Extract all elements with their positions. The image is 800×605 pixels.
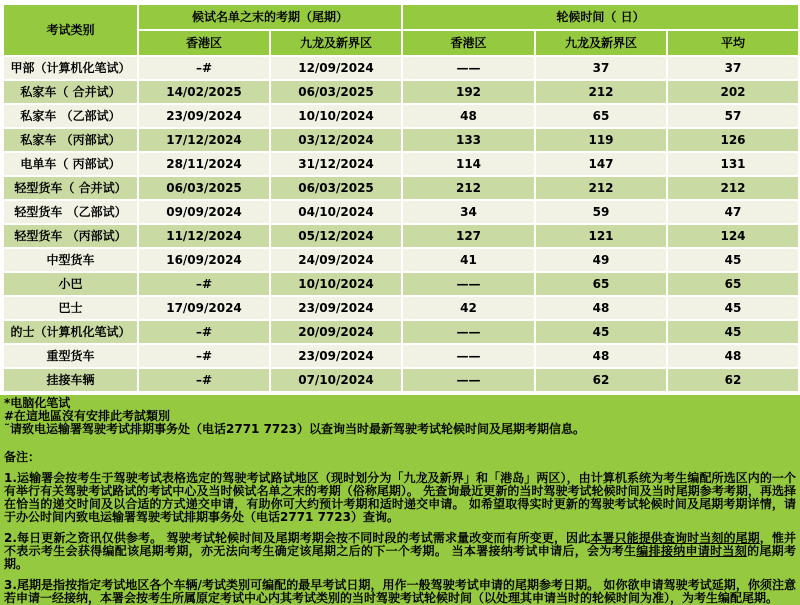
hk-tail-date-cell: 06/03/2025	[138, 176, 270, 200]
category-cell: 巴士	[3, 296, 138, 320]
kln-nt-tail-date-cell: 06/03/2025	[270, 176, 402, 200]
footnote-not-arranged: #在這地區沒有安排此考試類別	[4, 409, 171, 423]
hk-tail-date-cell: 28/11/2024	[138, 152, 270, 176]
table-row	[3, 176, 799, 200]
avg-waiting-days-cell: 202	[667, 80, 799, 104]
kln-nt-tail-date-cell: 12/09/2024	[270, 56, 402, 80]
hk-waiting-days-cell: 127	[402, 224, 535, 248]
kln-nt-waiting-days-cell: 65	[535, 272, 667, 296]
hk-tail-date-cell: 14/02/2025	[138, 80, 270, 104]
category-cell: 重型货车	[3, 344, 138, 368]
kln-nt-waiting-days-cell: 48	[535, 296, 667, 320]
table-row	[3, 368, 799, 392]
avg-waiting-days-cell: 126	[667, 128, 799, 152]
avg-waiting-days-cell: 65	[667, 272, 799, 296]
avg-waiting-days-cell: 212	[667, 176, 799, 200]
kln-nt-waiting-days-cell: 147	[535, 152, 667, 176]
kln-nt-tail-date-cell: 24/09/2024	[270, 248, 402, 272]
hk-waiting-days-cell: 192	[402, 80, 535, 104]
category-cell: 的士（计算机化笔试）	[3, 320, 138, 344]
subheader-hk-date: 香港区	[138, 30, 270, 56]
kln-nt-tail-date-cell: 20/09/2024	[270, 320, 402, 344]
table-row	[3, 272, 799, 296]
hk-tail-date-cell: 09/09/2024	[138, 200, 270, 224]
remark-text: 2.每日更新之资讯仅供参考。 驾驶考试轮候时间及尾期考期会按不同时段的考试需求量改变而有所变更，因此	[4, 531, 591, 545]
remark-text: 的尾期考期。	[4, 544, 796, 571]
hk-tail-date-cell: 17/12/2024	[138, 128, 270, 152]
table-row	[3, 56, 799, 80]
hk-waiting-days-cell: 42	[402, 296, 535, 320]
category-cell: 甲部（计算机化笔试）	[3, 56, 138, 80]
avg-waiting-days-cell: 62	[667, 368, 799, 392]
avg-waiting-days-cell: 45	[667, 320, 799, 344]
kln-nt-waiting-days-cell: 212	[535, 176, 667, 200]
remarks-title: 备注：	[4, 450, 41, 464]
subheader-average: 平均	[667, 30, 799, 56]
category-column-header: 考试类别	[3, 4, 138, 56]
kln-nt-waiting-days-cell: 212	[535, 80, 667, 104]
avg-waiting-days-cell: 37	[667, 56, 799, 80]
remark-2	[4, 532, 796, 571]
table-row	[3, 296, 799, 320]
category-cell: 私家车 （丙部试）	[3, 128, 138, 152]
hk-tail-date-cell: 16/09/2024	[138, 248, 270, 272]
notes-area	[0, 395, 800, 605]
category-cell: 电单车（ 丙部试）	[3, 152, 138, 176]
table-body	[3, 56, 799, 392]
hk-waiting-days-cell: 34	[402, 200, 535, 224]
category-cell: 挂接车辆	[3, 368, 138, 392]
category-cell: 中型货车	[3, 248, 138, 272]
table-row	[3, 104, 799, 128]
table-row	[3, 320, 799, 344]
kln-nt-tail-date-cell: 07/10/2024	[270, 368, 402, 392]
kln-nt-waiting-days-cell: 37	[535, 56, 667, 80]
remark-1: 1.运输署会按考生于驾驶考试表格选定的驾驶考试路试地区（现时划分为「九龙及新界」和「港岛」两区），由计算机系统为考生编配所选区内的一个有举行有关驾驶考试路试的考试中心及当时候试名单之末的考期（俗称尾期）。 先查询最近更新的当时驾驶考试轮候时间及当时尾期参考考期，再选择在恰当的递交时间及以合适的方式递交申请，有助你可大约预计考期和适时递交申请。 如希望取得实时更新的驾驶考试轮候时间及尾期考期详情，请于办公时间内致电运输署驾驶考试排期事务处（电话2771 7723）查询。	[4, 471, 796, 524]
hk-tail-date-cell: –#	[138, 368, 270, 392]
category-cell: 轻型货车 （丙部试）	[3, 224, 138, 248]
kln-nt-tail-date-cell: 23/09/2024	[270, 344, 402, 368]
category-cell: 轻型货车（ 合并试）	[3, 176, 138, 200]
kln-nt-waiting-days-cell: 121	[535, 224, 667, 248]
table-row	[3, 152, 799, 176]
remark-text: ，惟并不表示考生会获得编配该尾期考期，亦无法向考生确定该尾期之后的下一个考期。 当本署接纳考试申请后，会为考生	[4, 531, 796, 558]
remark-3: 3.尾期是指按指定考试地区各个车辆/考试类别可编配的最早考试日期，用作一般驾驶考试申请的尾期参考日期。 如你欲申请驾驶考试延期，你须注意若申请一经接纳，本署会按考生所属原定考试中心内其考试类别的当时驾驶考试轮候时间（以处理其申请当时的轮候时间为准），为考生编配尾期。	[4, 578, 796, 605]
avg-waiting-days-cell: 48	[667, 344, 799, 368]
hk-waiting-days-cell: ——	[402, 56, 535, 80]
category-cell: 小巴	[3, 272, 138, 296]
hk-tail-date-cell: –#	[138, 320, 270, 344]
hk-waiting-days-cell: 48	[402, 104, 535, 128]
category-cell: 私家车 （乙部试）	[3, 104, 138, 128]
hk-tail-date-cell: –#	[138, 272, 270, 296]
kln-nt-waiting-days-cell: 65	[535, 104, 667, 128]
hk-tail-date-cell: 11/12/2024	[138, 224, 270, 248]
kln-nt-tail-date-cell: 10/10/2024	[270, 104, 402, 128]
kln-nt-waiting-days-cell: 45	[535, 320, 667, 344]
category-cell: 私家车（ 合并试）	[3, 80, 138, 104]
subheader-hk-days: 香港区	[402, 30, 535, 56]
avg-waiting-days-cell: 45	[667, 248, 799, 272]
kln-nt-waiting-days-cell: 59	[535, 200, 667, 224]
kln-nt-waiting-days-cell: 62	[535, 368, 667, 392]
kln-nt-tail-date-cell: 23/09/2024	[270, 296, 402, 320]
kln-nt-tail-date-cell: 10/10/2024	[270, 272, 402, 296]
table-row	[3, 248, 799, 272]
table-row	[3, 128, 799, 152]
avg-waiting-days-cell: 57	[667, 104, 799, 128]
hk-tail-date-cell: –#	[138, 344, 270, 368]
table-row	[3, 344, 799, 368]
subheader-kln-nt-date: 九龙及新界区	[270, 30, 402, 56]
table-row	[3, 224, 799, 248]
tail-dates-group-header: 候试名单之末的考期（尾期）	[138, 4, 402, 30]
hk-waiting-days-cell: 212	[402, 176, 535, 200]
table-header	[3, 4, 799, 56]
kln-nt-waiting-days-cell: 119	[535, 128, 667, 152]
kln-nt-waiting-days-cell: 48	[535, 344, 667, 368]
table-row	[3, 80, 799, 104]
avg-waiting-days-cell: 131	[667, 152, 799, 176]
kln-nt-tail-date-cell: 05/12/2024	[270, 224, 402, 248]
hk-waiting-days-cell: 133	[402, 128, 535, 152]
hk-waiting-days-cell: ——	[402, 272, 535, 296]
underlined-text: 编排接纳申请时当刻	[636, 544, 748, 558]
kln-nt-waiting-days-cell: 49	[535, 248, 667, 272]
hk-waiting-days-cell: 41	[402, 248, 535, 272]
avg-waiting-days-cell: 47	[667, 200, 799, 224]
waiting-times-table	[2, 3, 800, 393]
hk-tail-date-cell: –#	[138, 56, 270, 80]
hk-tail-date-cell: 17/09/2024	[138, 296, 270, 320]
hk-waiting-days-cell: ——	[402, 344, 535, 368]
table-row	[3, 200, 799, 224]
kln-nt-tail-date-cell: 31/12/2024	[270, 152, 402, 176]
category-cell: 轻型货车 （乙部试）	[3, 200, 138, 224]
group-header-row	[3, 4, 799, 30]
hk-waiting-days-cell: ——	[402, 320, 535, 344]
underlined-text: 本署只能提供查询时当刻的尾期	[590, 531, 760, 545]
kln-nt-tail-date-cell: 06/03/2025	[270, 80, 402, 104]
kln-nt-tail-date-cell: 03/12/2024	[270, 128, 402, 152]
hk-waiting-days-cell: ——	[402, 368, 535, 392]
avg-waiting-days-cell: 124	[667, 224, 799, 248]
waiting-time-group-header: 轮候时间（ 日）	[402, 4, 799, 30]
subheader-kln-nt-days: 九龙及新界区	[535, 30, 667, 56]
avg-waiting-days-cell: 45	[667, 296, 799, 320]
footnote-hotline: ˜请致电运输署驾驶考试排期事务处（电话2771 7723）以查询当时最新驾驶考试轮候时间及尾期考期信息。	[4, 422, 585, 436]
footnote-computerized-test: *电脑化笔试	[4, 396, 71, 410]
hk-waiting-days-cell: 114	[402, 152, 535, 176]
hk-tail-date-cell: 23/09/2024	[138, 104, 270, 128]
kln-nt-tail-date-cell: 04/10/2024	[270, 200, 402, 224]
